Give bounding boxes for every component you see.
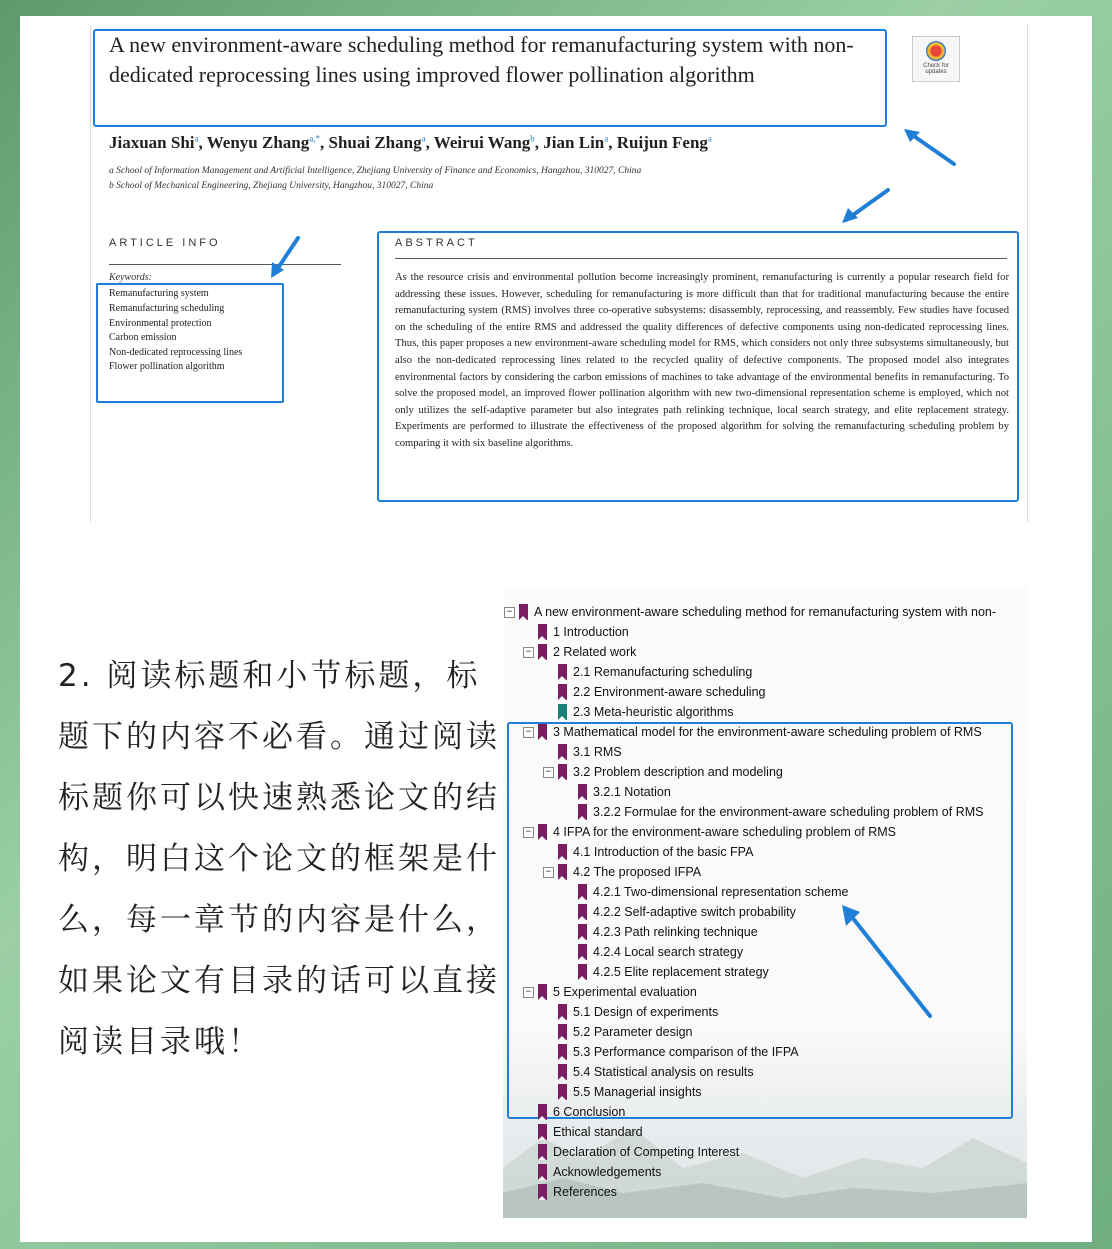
outline-item[interactable]: 2 Related work [553, 645, 637, 659]
divider [109, 264, 341, 265]
author-name: Weirui Wang [433, 133, 531, 152]
bookmark-icon [538, 1104, 547, 1120]
outline-item[interactable]: 2.2 Environment-aware scheduling [573, 685, 766, 699]
crossmark-icon [926, 41, 946, 61]
outline-item[interactable]: Declaration of Competing Interest [553, 1145, 740, 1159]
outline-item[interactable]: 1 Introduction [553, 625, 629, 639]
bookmark-icon [578, 784, 587, 800]
outline-item[interactable]: 2.3 Meta-heuristic algorithms [573, 705, 734, 719]
author-name: Shuai Zhang [328, 133, 422, 152]
bookmark-icon [558, 844, 567, 860]
bookmark-icon [558, 764, 567, 780]
outline-item[interactable]: 4.2.5 Elite replacement strategy [593, 965, 769, 979]
bookmark-icon [558, 704, 567, 720]
outline-item[interactable]: 3 Mathematical model for the environment-aware scheduling problem of RMS [553, 725, 982, 739]
bookmark-icon [558, 1084, 567, 1100]
divider [395, 258, 1007, 259]
expand-toggle-icon[interactable]: − [523, 727, 534, 738]
outline-item[interactable]: 2.1 Remanufacturing scheduling [573, 665, 753, 679]
expand-toggle-icon[interactable]: − [523, 987, 534, 998]
bookmark-icon [578, 944, 587, 960]
outline-item[interactable]: 5.3 Performance comparison of the IFPA [573, 1045, 799, 1059]
annotation-arrow-icon [836, 902, 936, 1022]
author-sup: a [707, 133, 712, 144]
keyword: Environmental protection [109, 318, 212, 329]
bookmark-icon [538, 1184, 547, 1200]
bookmark-icon [538, 984, 547, 1000]
bookmark-icon [519, 604, 528, 620]
bookmark-icon [578, 904, 587, 920]
keyword: Non-dedicated reprocessing lines [109, 347, 243, 358]
keyword: Remanufacturing system [109, 288, 209, 299]
keywords-label: Keywords: [109, 272, 152, 283]
keyword: Flower pollination algorithm [109, 361, 225, 372]
outline-item[interactable]: 5.2 Parameter design [573, 1025, 693, 1039]
outline-item[interactable]: References [553, 1185, 617, 1199]
affiliation: b School of Mechanical Engineering, Zhejiang University, Hangzhou, 310027, China [109, 181, 434, 191]
abstract-text: As the resource crisis and environmental pollution become increasingly prominent, remanufacturing is currently a popular research field for addressing these issues. However, scheduling for remanufacturing is more difficult than that for traditional manufacturing because the entire remanufacturing system (RMS) involves three co-operative subsystems: disassembly, reprocessing, and reassembly. Few studies have focused on the scheduling of the entire RMS and addressed the quality differences of defective components using non-dedicated reprocessing lines. Thus, this paper proposes a new environment-aware scheduling model for RMS, which considers not only three subsystems simultaneously, but also the non-dedicated reprocessing lines related to the recycled quality of defective components. The proposed model also integrates environmental factors by considering the carbon emissions of machines to take advantage of the environmental benefits in remanufacturing. To solve the proposed model, an improved flower pollination algorithm with new two-dimensional representation scheme is employed, which not only utilizes the self-adaptive parameter but also integrates path relinking technique, local search strategy, and elite replacement strategy. Experiments are performed to illustrate the effectiveness of the proposed algorithm for solving the remanufacturing scheduling problem by comparing it with six baseline algorithms. [395, 272, 1009, 449]
author-sup: a [194, 133, 199, 144]
outline-item[interactable]: 4.2.2 Self-adaptive switch probability [593, 905, 796, 919]
bookmark-icon [538, 1164, 547, 1180]
author-sup: a [604, 133, 609, 144]
outline-item[interactable]: 3.2.2 Formulae for the environment-aware scheduling problem of RMS [593, 805, 984, 819]
outline-item[interactable]: 5.4 Statistical analysis on results [573, 1065, 754, 1079]
bookmark-icon [538, 624, 547, 640]
annotation-arrow-icon [900, 126, 960, 168]
bookmark-icon [558, 684, 567, 700]
abstract-heading: ABSTRACT [395, 237, 478, 249]
expand-toggle-icon[interactable]: − [543, 767, 554, 778]
annotation-arrow-icon [266, 234, 304, 282]
expand-toggle-icon[interactable]: − [523, 827, 534, 838]
bookmark-icon [538, 1124, 547, 1140]
author-list: Jiaxuan Shi$^a$, Wenyu Zhang$^{a,*}$, Shuai Zhang$^a$, Weirui Wang$^b$, Jian Lin$^a$, Ruijun Feng$^a$ [109, 133, 712, 152]
check-for-updates-label: Check for updates [923, 63, 949, 75]
bookmark-icon [558, 1024, 567, 1040]
reading-tip-text: 2. 阅读标题和小节标题，标题下的内容不必看。通过阅读标题你可以快速熟悉论文的结构，明白这个论文的框架是什么，每一章节的内容是什么，如果论文有目录的话可以直接阅读目录哦！ [58, 658, 500, 1060]
bookmark-icon [578, 924, 587, 940]
author-name: Wenyu Zhang [206, 133, 310, 152]
outline-item[interactable]: 4.2.3 Path relinking technique [593, 925, 758, 939]
outline-item[interactable]: 5.1 Design of experiments [573, 1005, 719, 1019]
bookmark-icon [578, 964, 587, 980]
outline-item[interactable]: A new environment-aware scheduling method for remanufacturing system with non- [534, 605, 997, 619]
bookmark-icon [578, 884, 587, 900]
outline-item[interactable]: 4.2 The proposed IFPA [573, 865, 702, 879]
bookmark-icon [538, 1144, 547, 1160]
author-sup: b [530, 133, 535, 144]
outline-item[interactable]: 4 IFPA for the environment-aware scheduling problem of RMS [553, 825, 896, 839]
bookmark-icon [538, 644, 547, 660]
outline-item[interactable]: Acknowledgements [553, 1165, 662, 1179]
outline-item[interactable]: 3.2 Problem description and modeling [573, 765, 783, 779]
bookmark-icon [558, 864, 567, 880]
article-info-heading: ARTICLE INFO [109, 237, 221, 249]
author-sup: a [421, 133, 426, 144]
outline-highlight-box [507, 722, 1013, 1119]
author-name: Ruijun Feng [616, 133, 708, 152]
outline-item[interactable]: 3.2.1 Notation [593, 785, 671, 799]
expand-toggle-icon[interactable]: − [504, 607, 515, 618]
affiliation: a School of Information Management and Artificial Intelligence, Zhejiang University of Finance and Economics, Hangzhou, 310027, China [109, 166, 642, 176]
bookmark-icon [558, 1064, 567, 1080]
paper-title: A new environment-aware scheduling method for remanufacturing system with non-dedicated reprocessing lines using improved flower pollination algorithm [109, 32, 854, 87]
bookmark-icon [558, 664, 567, 680]
bookmark-icon [578, 804, 587, 820]
bookmark-icon [558, 744, 567, 760]
outline-item[interactable]: 4.2.1 Two-dimensional representation scheme [593, 885, 849, 899]
keyword: Remanufacturing scheduling [109, 303, 225, 314]
keywords-highlight-box [96, 283, 284, 403]
outline-item[interactable]: 5 Experimental evaluation [553, 985, 697, 999]
check-for-updates-badge[interactable] [912, 36, 960, 82]
bookmark-icon [558, 1004, 567, 1020]
bookmark-icon [558, 1044, 567, 1060]
author-name: Jian Lin [543, 133, 605, 152]
author-sup: a,* [309, 133, 320, 144]
keyword: Carbon emission [109, 332, 177, 343]
outline-item[interactable]: 6 Conclusion [553, 1105, 626, 1119]
outline-item[interactable]: 4.2.4 Local search strategy [593, 945, 744, 959]
outline-item[interactable]: 4.1 Introduction of the basic FPA [573, 845, 754, 859]
outline-item[interactable]: 5.5 Managerial insights [573, 1085, 702, 1099]
expand-toggle-icon[interactable]: − [523, 647, 534, 658]
annotation-arrow-icon [838, 186, 894, 226]
outline-item[interactable]: Ethical standard [553, 1125, 643, 1139]
expand-toggle-icon[interactable]: − [543, 867, 554, 878]
outline-item[interactable]: 3.1 RMS [573, 745, 622, 759]
bookmark-icon [538, 824, 547, 840]
bookmark-icon [538, 724, 547, 740]
author-name: Jiaxuan Shi [109, 133, 195, 152]
